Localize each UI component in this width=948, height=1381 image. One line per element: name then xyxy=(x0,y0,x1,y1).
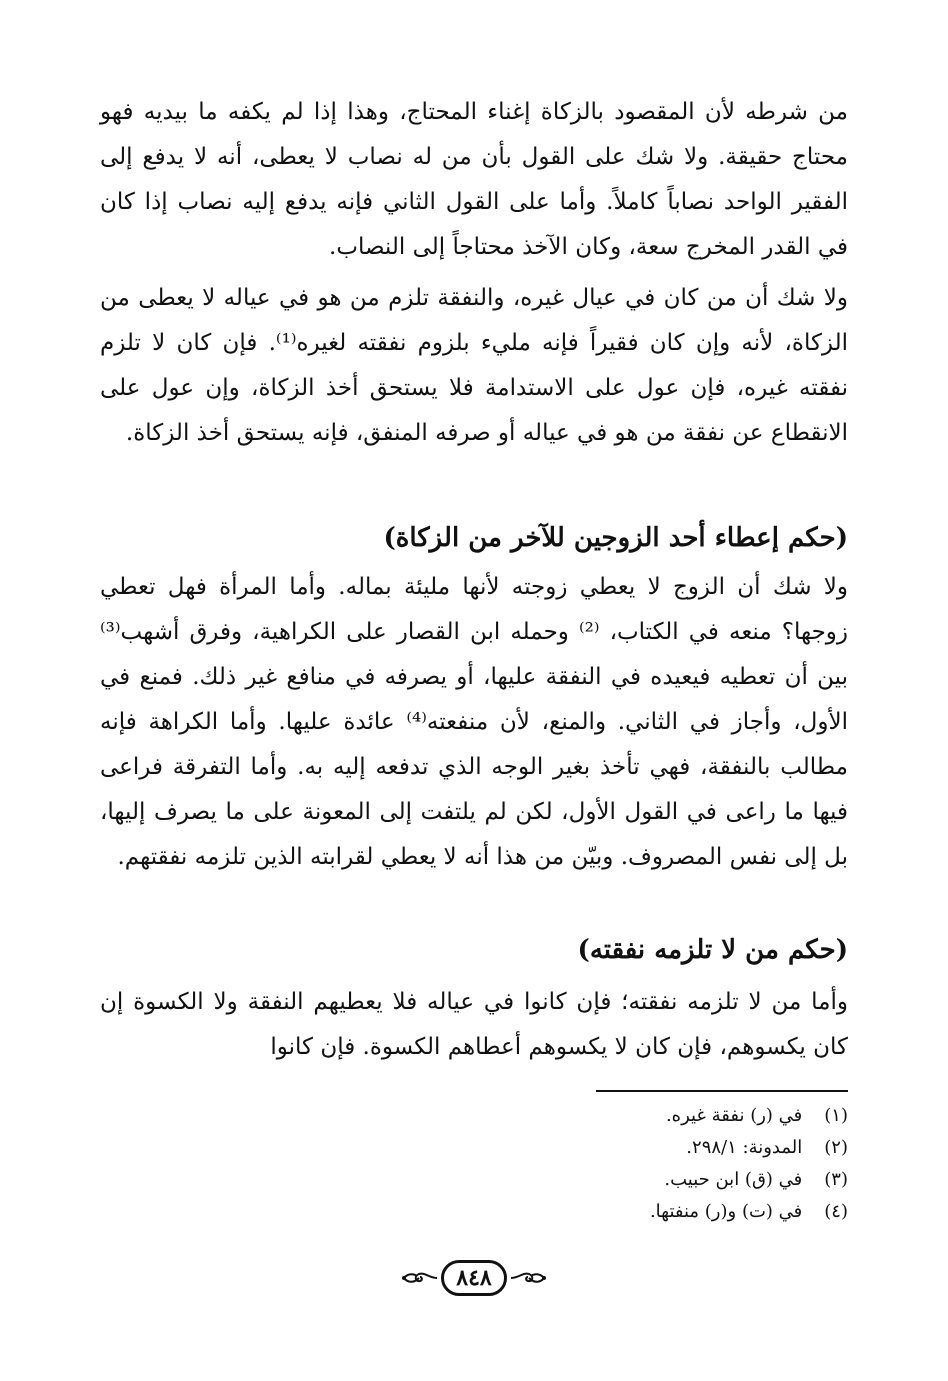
footnote-number: (٣) xyxy=(824,1169,848,1190)
page-number-ornament-group xyxy=(401,1260,546,1296)
page-number: ٨٤٨ xyxy=(441,1260,506,1296)
footnote-item xyxy=(100,1196,848,1228)
footnote-number: (٤) xyxy=(824,1201,848,1222)
paragraph-3: ولا شك أن الزوج لا يعطي زوجته لأنها مليئة بماله. وأما المرأة فهل تعطي زوجها؟ منعه في الكتاب، ⁽²⁾ وحمله ابن القصار على الكراهية، وفرق أشهب⁽³⁾ بين أن تعطيه فيعيده في النفقة عليها، أو يصرفه في منافع غير ذلك. فمنع في الأول، وأجاز في الثاني. والمنع، لأن منفعته⁽⁴⁾ عائدة عليها. وأما الكراهة فإنه مطالب بالنفقة، فهي تأخذ بغير الوجه الذي تدفعه إليه به. وأما التفرقة فراعى فيها ما راعى في القول الأول، لكن لم يلتفت إلى المعونة على ما يصرف إليها، بل إلى نفس المصروف. وبيّن من هذا أنه لا يعطي لقرابته الذين تلزمه نفقتهم. xyxy=(100,574,848,870)
final-text-block xyxy=(100,980,848,1070)
footnote-number: (١) xyxy=(824,1105,848,1126)
paragraph-4: وأما من لا تلزمه نفقته؛ فإن كانوا في عياله فلا يعطيهم النفقة ولا الكسوة إن كان يكسوهم، فإن كان لا يكسوهم أعطاهم الكسوة. فإن كانوا xyxy=(100,989,848,1060)
footnote-item xyxy=(100,1164,848,1196)
page-number-footer xyxy=(0,1260,948,1296)
footnote-item xyxy=(100,1100,848,1132)
footnotes-list xyxy=(100,1100,848,1228)
footnote-number: (٢) xyxy=(824,1137,848,1158)
middle-text-block xyxy=(100,565,848,880)
top-text-block xyxy=(100,90,848,456)
paragraph-1: من شرطه لأن المقصود بالزكاة إغناء المحتاج، وهذا إذا لم يكفه ما بيديه فهو محتاج حقيقة. ولا شك على القول بأن من له نصاب لا يعطى، أنه لا يدفع إلى الفقير الواحد نصاباً كاملاً. وأما على القول الثاني فإنه يدفع إليه نصاب إذا كان في القدر المخرج سعة، وكان الآخذ محتاجاً إلى النصاب. xyxy=(100,99,848,260)
section-heading-spouse-zakat: (حكم إعطاء أحد الزوجين للآخر من الزكاة) xyxy=(383,523,848,553)
paragraph-2: ولا شك أن من كان في عيال غيره، والنفقة تلزم من هو في عياله لا يعطى من الزكاة، لأنه وإن كان فقيراً فإنه مليء بلزوم نفقته لغيره⁽¹⁾. فإن كان لا تلزم نفقته غيره، فإن عول على الاستدامة فلا يستحق أخذ الزكاة، وإن عول على الانقطاع عن نفقة من هو في عياله أو صرفه المنفق، فإنه يستحق أخذ الزكاة. xyxy=(100,285,849,446)
section-heading-non-dependents: (حكم من لا تلزمه نفقته) xyxy=(577,935,848,965)
footnote-item xyxy=(100,1132,848,1164)
right-flourish-icon xyxy=(509,1268,547,1288)
footnote-text: في (ت) و(ر) منفتها. xyxy=(649,1201,803,1222)
footnote-text: المدونة: ٢٩٨/١. xyxy=(686,1137,803,1158)
footnote-divider xyxy=(596,1090,848,1092)
footnote-text: في (ق) ابن حبيب. xyxy=(664,1169,803,1190)
left-flourish-icon xyxy=(401,1268,439,1288)
footnote-text: في (ر) نفقة غيره. xyxy=(665,1105,803,1126)
